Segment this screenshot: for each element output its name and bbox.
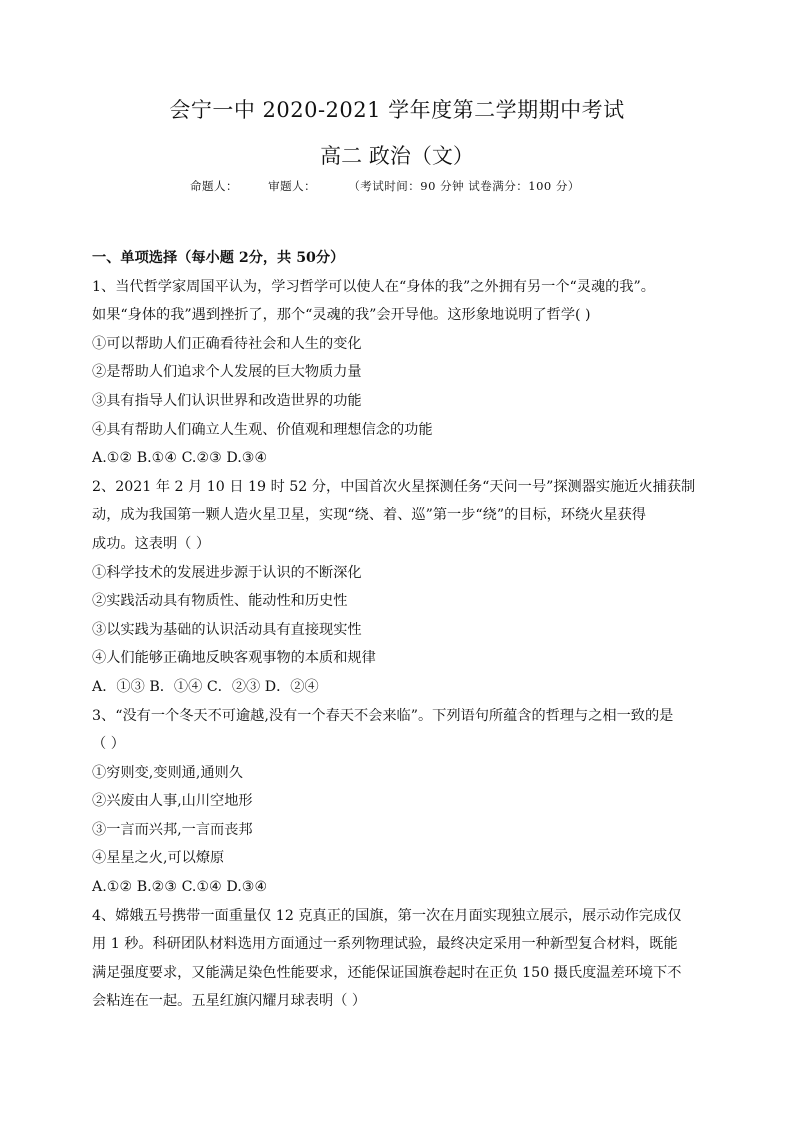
question-stem-line: （ ） (92, 736, 125, 753)
question-option: ①科学技术的发展进步源于认识的不断深化 (92, 564, 362, 581)
question-option: ①可以帮助人们正确看待社会和人生的变化 (92, 335, 362, 352)
question-stem-line: 4、嫦娥五号携带一面重量仅 12 克真正的国旗，第一次在月面实现独立展示，展示动作完成仅 (92, 907, 682, 924)
question-stem-line: 如果“身体的我”遇到挫折了，那个“灵魂的我”会开导他。这形象地说明了哲学( ) (92, 307, 591, 324)
exam-meta (190, 178, 580, 194)
reviewer-label: 审题人： (268, 179, 317, 193)
question-choices: A.①② B.②③ C.①④ D.③④ (92, 879, 268, 896)
question-option: ③一言而兴邦,一言而丧邦 (92, 821, 253, 838)
question-choices: A．①③ B．①④ C．②③ D．②④ (92, 678, 319, 695)
question-option: ②是帮助人们追求个人发展的巨大物质力量 (92, 364, 362, 381)
question-stem-line: 成功。这表明（ ） (92, 535, 211, 552)
question-stem-line: 会粘连在一起。五星红旗闪耀月球表明（ ） (92, 993, 367, 1010)
question-option: ②实践活动具有物质性、能动性和历史性 (92, 593, 348, 610)
question-option: ③具有指导人们认识世界和改造世界的功能 (92, 392, 362, 409)
question-3 (92, 702, 710, 902)
exam-subtitle: 高二 政治（文） (320, 144, 474, 168)
question-stem-line: 动，成为我国第一颗人造火星卫星，实现“绕、着、巡”第一步“绕”的目标，环绕火星获得 (92, 507, 646, 524)
exam-title: 会宁一中 2020-2021 学年度第二学期期中考试 (169, 98, 625, 122)
question-choices: A.①② B.①④ C.②③ D.③④ (92, 450, 268, 467)
question-stem-line: 3、“没有一个冬天不可逾越,没有一个春天不会来临”。下列语句所蕴含的哲理与之相一致的是 (92, 707, 674, 724)
question-option: ④具有帮助人们确立人生观、价值观和理想信念的功能 (92, 421, 433, 438)
question-1 (92, 273, 710, 473)
question-option: ①穷则变,变则通,通则久 (92, 764, 243, 781)
author-label: 命题人： (190, 179, 238, 193)
exam-content (92, 244, 710, 1016)
question-stem-line: 满足强度要求，又能满足染色性能要求，还能保证国旗卷起时在正负 150 摄氏度温差环境下不 (92, 964, 682, 981)
question-4 (92, 902, 710, 1016)
question-stem-line: 1、当代哲学家周国平认为，学习哲学可以使人在“身体的我”之外拥有另一个“灵魂的我”。 (92, 278, 655, 295)
question-2 (92, 473, 710, 702)
exam-info: （考试时间：90 分钟 试卷满分：100 分） (348, 179, 580, 193)
question-option: ④人们能够正确地反映客观事物的本质和规律 (92, 650, 376, 667)
question-option: ④星星之火,可以燎原 (92, 850, 225, 867)
question-option: ③以实践为基础的认识活动具有直接现实性 (92, 621, 362, 638)
question-stem-line: 用 1 秒。科研团队材料选用方面通过一系列物理试验，最终决定采用一种新型复合材料，既能 (92, 936, 678, 953)
section-heading: 一、单项选择（每小题 2分，共 50分） (92, 250, 345, 266)
question-stem-line: 2、2021 年 2 月 10 日 19 时 52 分，中国首次火星探测任务“天问一号”探测器实施近火捕获制 (92, 478, 696, 495)
question-option: ②兴废由人事,山川空地形 (92, 793, 253, 810)
